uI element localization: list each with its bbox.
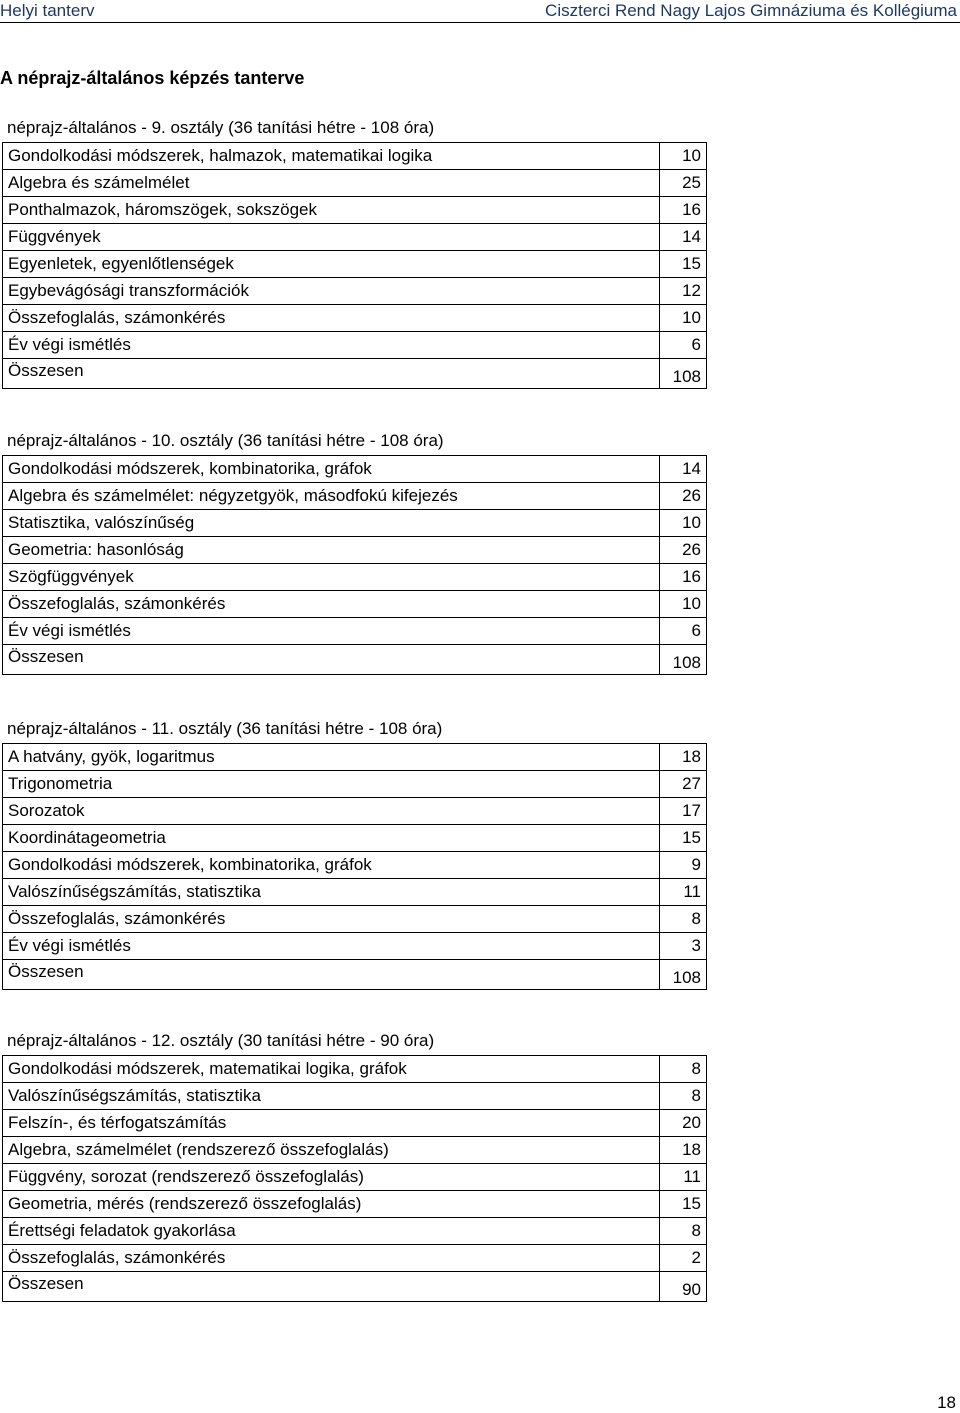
topic-cell: Statisztika, valószínűség: [3, 510, 660, 537]
hours-cell: 16: [660, 564, 707, 591]
document-title: A néprajz-általános képzés tanterve: [0, 68, 305, 88]
table-row: [3, 933, 707, 960]
topic-cell: Gondolkodási módszerek, halmazok, matematikai logika: [3, 143, 660, 170]
hours-table: [2, 743, 707, 990]
hours-cell: 11: [660, 879, 707, 906]
table-row: [3, 1110, 707, 1137]
hours-cell: 15: [660, 825, 707, 852]
hours-cell: 15: [660, 1191, 707, 1218]
hours-cell: 8: [660, 1218, 707, 1245]
total-row: [3, 359, 707, 389]
table-row: [3, 1245, 707, 1272]
table-row: [3, 143, 707, 170]
grade-section-12: [2, 1027, 707, 1302]
table-row: [3, 564, 707, 591]
total-row: [3, 960, 707, 990]
total-hours-cell: 108: [660, 960, 707, 990]
topic-cell: A hatvány, gyök, logaritmus: [3, 744, 660, 771]
total-hours-cell: 108: [660, 359, 707, 389]
topic-cell: Érettségi feladatok gyakorlása: [3, 1218, 660, 1245]
table-row: [3, 879, 707, 906]
hours-table: [2, 142, 707, 389]
total-label-cell: Összesen: [3, 645, 660, 675]
hours-cell: 18: [660, 744, 707, 771]
hours-cell: 6: [660, 618, 707, 645]
table-row: [3, 1056, 707, 1083]
topic-cell: Sorozatok: [3, 798, 660, 825]
table-row: [3, 1218, 707, 1245]
topic-cell: Algebra és számelmélet: négyzetgyök, másodfokú kifejezés: [3, 483, 660, 510]
hours-cell: 8: [660, 1056, 707, 1083]
hours-cell: 2: [660, 1245, 707, 1272]
total-label-cell: Összesen: [3, 960, 660, 990]
table-row: [3, 251, 707, 278]
hours-cell: 27: [660, 771, 707, 798]
topic-cell: Geometria: hasonlóság: [3, 537, 660, 564]
table-row: [3, 483, 707, 510]
table-row: [3, 510, 707, 537]
table-row: [3, 305, 707, 332]
topic-cell: Év végi ismétlés: [3, 933, 660, 960]
topic-cell: Függvény, sorozat (rendszerező összefoglalás): [3, 1164, 660, 1191]
topic-cell: Összefoglalás, számonkérés: [3, 591, 660, 618]
hours-cell: 8: [660, 906, 707, 933]
hours-cell: 18: [660, 1137, 707, 1164]
topic-cell: Összefoglalás, számonkérés: [3, 305, 660, 332]
table-row: [3, 825, 707, 852]
section-caption: néprajz-általános - 10. osztály (36 tanítási hétre - 108 óra): [7, 431, 444, 450]
topic-cell: Összefoglalás, számonkérés: [3, 1245, 660, 1272]
topic-cell: Gondolkodási módszerek, matematikai logika, gráfok: [3, 1056, 660, 1083]
topic-cell: Év végi ismétlés: [3, 618, 660, 645]
hours-cell: 20: [660, 1110, 707, 1137]
hours-cell: 10: [660, 305, 707, 332]
header-left-text: Helyi tanterv: [0, 1, 95, 20]
hours-cell: 14: [660, 456, 707, 483]
topic-cell: Függvények: [3, 224, 660, 251]
hours-table: [2, 1055, 707, 1302]
topic-cell: Algebra, számelmélet (rendszerező összefoglalás): [3, 1137, 660, 1164]
hours-cell: 12: [660, 278, 707, 305]
topic-cell: Algebra és számelmélet: [3, 170, 660, 197]
section-caption: néprajz-általános - 12. osztály (30 tanítási hétre - 90 óra): [7, 1031, 435, 1050]
hours-cell: 16: [660, 197, 707, 224]
page-number: 18: [937, 1393, 956, 1412]
table-row: [3, 456, 707, 483]
topic-cell: Év végi ismétlés: [3, 332, 660, 359]
section-caption: néprajz-általános - 9. osztály (36 tanítási hétre - 108 óra): [7, 118, 435, 137]
table-row: [3, 278, 707, 305]
hours-cell: 10: [660, 143, 707, 170]
table-row: [3, 1191, 707, 1218]
grade-section-11: [2, 715, 707, 990]
topic-cell: Szögfüggvények: [3, 564, 660, 591]
table-row: [3, 224, 707, 251]
topic-cell: Felszín-, és térfogatszámítás: [3, 1110, 660, 1137]
hours-cell: 25: [660, 170, 707, 197]
topic-cell: Egyenletek, egyenlőtlenségek: [3, 251, 660, 278]
grade-section-9: [2, 114, 707, 389]
hours-cell: 14: [660, 224, 707, 251]
table-row: [3, 771, 707, 798]
topic-cell: Valószínűségszámítás, statisztika: [3, 1083, 660, 1110]
header-right-text: Ciszterci Rend Nagy Lajos Gimnáziuma és Kollégiuma: [545, 1, 957, 20]
total-hours-cell: 90: [660, 1272, 707, 1302]
hours-cell: 11: [660, 1164, 707, 1191]
topic-cell: Egybevágósági transzformációk: [3, 278, 660, 305]
table-row: [3, 798, 707, 825]
topic-cell: Geometria, mérés (rendszerező összefoglalás): [3, 1191, 660, 1218]
table-row: [3, 591, 707, 618]
page-header: [0, 0, 960, 23]
hours-cell: 17: [660, 798, 707, 825]
hours-cell: 9: [660, 852, 707, 879]
total-hours-cell: 108: [660, 645, 707, 675]
hours-cell: 3: [660, 933, 707, 960]
table-row: [3, 744, 707, 771]
hours-cell: 26: [660, 483, 707, 510]
hours-table: [2, 455, 707, 675]
table-row: [3, 906, 707, 933]
topic-cell: Gondolkodási módszerek, kombinatorika, gráfok: [3, 456, 660, 483]
grade-section-10: [2, 427, 707, 675]
total-label-cell: Összesen: [3, 1272, 660, 1302]
hours-cell: 26: [660, 537, 707, 564]
hours-cell: 10: [660, 510, 707, 537]
topic-cell: Gondolkodási módszerek, kombinatorika, gráfok: [3, 852, 660, 879]
table-row: [3, 1137, 707, 1164]
hours-cell: 15: [660, 251, 707, 278]
table-row: [3, 332, 707, 359]
table-row: [3, 537, 707, 564]
topic-cell: Koordinátageometria: [3, 825, 660, 852]
table-row: [3, 197, 707, 224]
table-row: [3, 1164, 707, 1191]
topic-cell: Ponthalmazok, háromszögek, sokszögek: [3, 197, 660, 224]
total-row: [3, 645, 707, 675]
table-row: [3, 170, 707, 197]
topic-cell: Trigonometria: [3, 771, 660, 798]
topic-cell: Valószínűségszámítás, statisztika: [3, 879, 660, 906]
hours-cell: 10: [660, 591, 707, 618]
total-row: [3, 1272, 707, 1302]
hours-cell: 6: [660, 332, 707, 359]
topic-cell: Összefoglalás, számonkérés: [3, 906, 660, 933]
hours-cell: 8: [660, 1083, 707, 1110]
table-row: [3, 618, 707, 645]
total-label-cell: Összesen: [3, 359, 660, 389]
table-row: [3, 1083, 707, 1110]
table-row: [3, 852, 707, 879]
section-caption: néprajz-általános - 11. osztály (36 tanítási hétre - 108 óra): [7, 719, 443, 738]
